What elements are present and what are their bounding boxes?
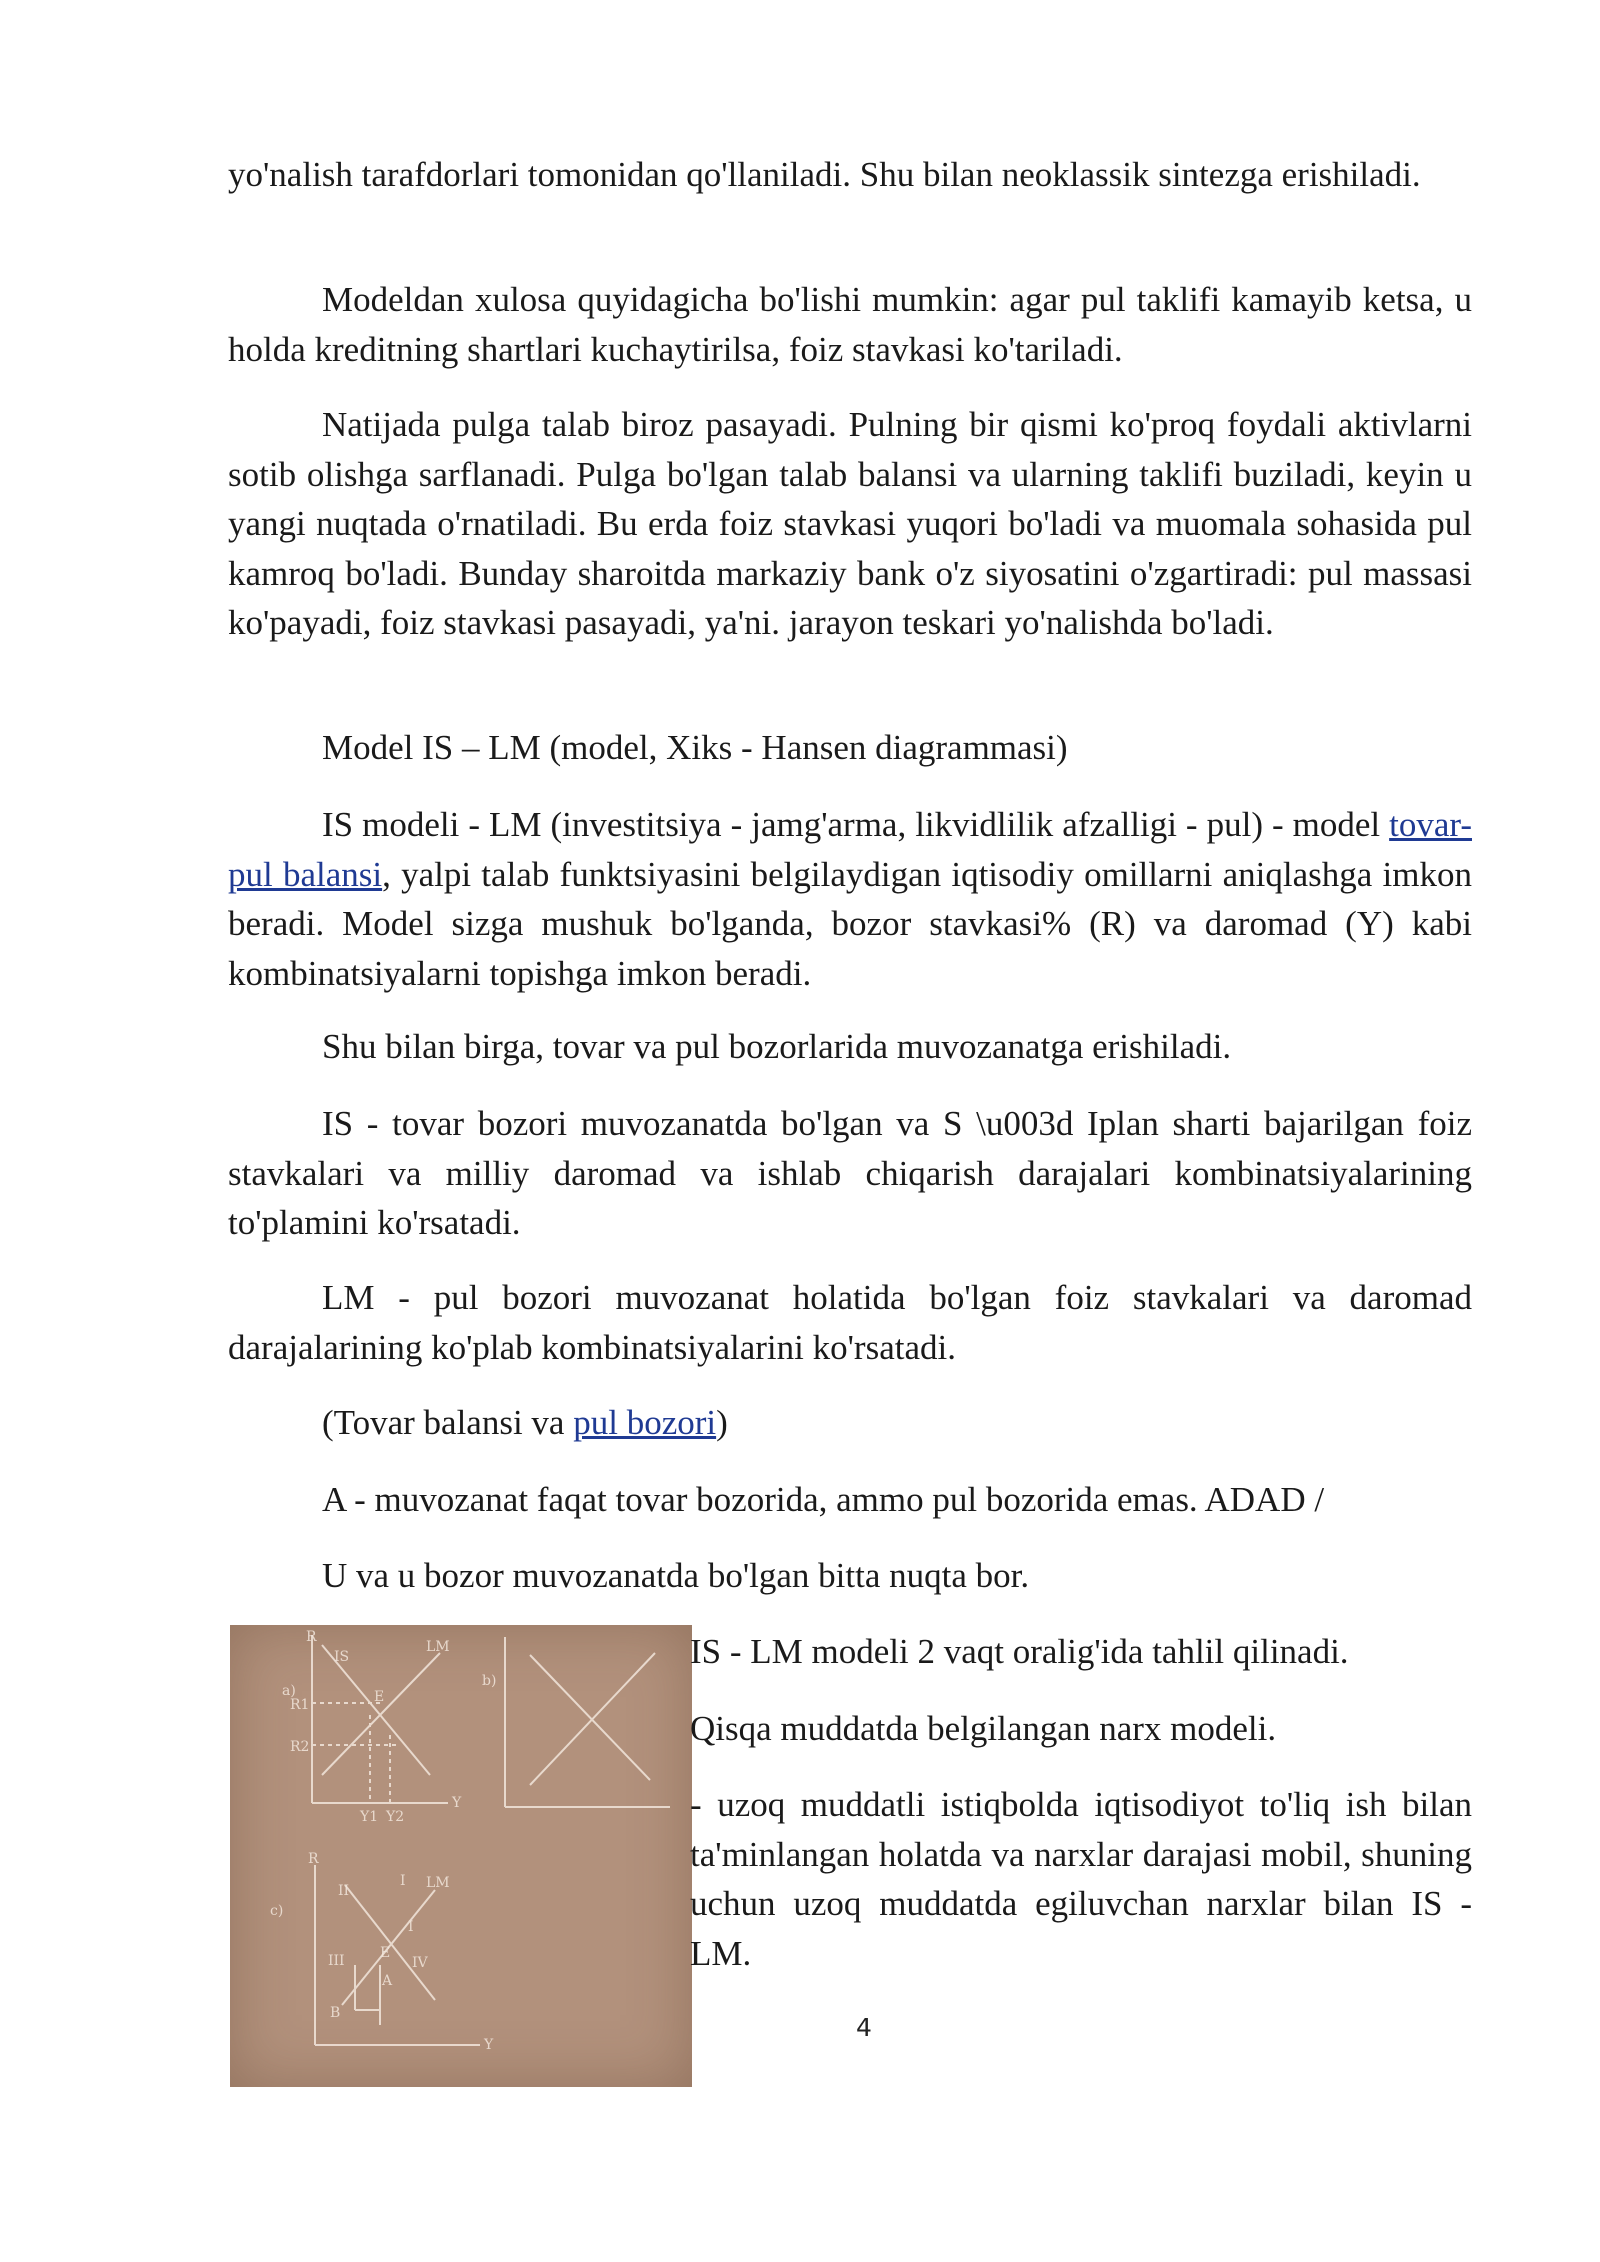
section-heading: Model IS – LM (model, Xiks - Hansen diagrammasi) <box>322 728 1068 767</box>
side-paragraph-3: - uzoq muddatli istiqbolda iqtisodiyot to'liq ish bilan ta'minlangan holatda va narxlar darajasi mobil, shuning uchun uzoq muddatda egiluvchan narxlar bilan IS - LM. <box>690 1785 1472 1973</box>
paragraph-5 <box>228 800 1472 998</box>
paragraph-1: yo'nalish tarafdorlari tomonidan qo'llaniladi. Shu bilan neoklassik sintezga erishiladi. <box>228 155 1421 194</box>
label-y2: Y2 <box>386 1809 405 1825</box>
label-a: a) <box>282 1683 296 1699</box>
label-iii-c: III <box>328 1953 345 1969</box>
side-paragraph-1: IS - LM modeli 2 vaqt oralig'ida tahlil qilinadi. <box>690 1632 1349 1671</box>
label-ii-c: II <box>338 1883 350 1899</box>
paragraph-2: Modeldan xulosa quyidagicha bo'lishi mumkin: agar pul taklifi kamayib ketsa, u holda kreditning shartlari kuchaytirilsa, foiz stavkasi ko'tariladi. <box>228 280 1472 369</box>
link-pul-bozori[interactable]: pul bozori <box>573 1403 717 1442</box>
label-iv-c: IV <box>412 1955 428 1971</box>
label-y-c: Y <box>484 2037 494 2053</box>
label-lm-a: LM <box>426 1639 450 1655</box>
is-line-b <box>530 1655 650 1780</box>
label-e-a: E <box>374 1689 385 1705</box>
paragraph-10: A - muvozanat faqat tovar bozorida, ammo pul bozorida emas. ADAD / <box>322 1480 1325 1519</box>
label-b: b) <box>482 1673 497 1689</box>
label-b-c: B <box>330 2005 341 2021</box>
paragraph-5-text-b: , yalpi talab funktsiyasini belgilaydigan iqtisodiy omillarni aniqlashga imkon beradi. Model sizga mushuk bo'lganda, bozor stavkasi% (R) va daromad (Y) kabi kombinatsiyalarni topishga imkon beradi. <box>228 854 1472 993</box>
paragraph-7: IS - tovar bozori muvozanatda bo'lgan va S \u003d Iplan sharti bajarilgan foiz stavkalari va milliy daromad va ishlab chiqarish darajalari kombinatsiyalarining to'plamini ko'rsatadi. <box>228 1104 1472 1242</box>
paragraph-9-text-a: (Tovar balansi va <box>322 1403 574 1442</box>
link-tovar-pul-balansi[interactable]: tovar-pul balansi <box>228 805 1472 894</box>
lm-line-a <box>322 1653 440 1775</box>
paragraph-11: U va u bozor muvozanatda bo'lgan bitta nuqta bor. <box>322 1556 1030 1595</box>
page-number: 4 <box>856 2013 872 2042</box>
label-r-a: R <box>306 1629 317 1645</box>
label-lm-c: LM <box>426 1875 450 1891</box>
label-y1: Y1 <box>360 1809 379 1825</box>
paragraph-8: LM - pul bozori muvozanat holatida bo'lgan foiz stavkalari va daromad darajalarining ko'plab kombinatsiyalarini ko'rsatadi. <box>228 1278 1472 1367</box>
label-y-a: Y <box>452 1795 462 1811</box>
document-page <box>228 0 1472 2262</box>
label-r1: R1 <box>290 1697 310 1713</box>
label-r2: R2 <box>290 1739 310 1755</box>
paragraph-3: Natijada pulga talab biroz pasayadi. Pulning bir qismi ko'proq foydali aktivlarni sotib olishga sarflanadi. Pulga bo'lgan talab balansi va ularning taklifi buziladi, keyin u yangi nuqtada o'rnatiladi. Bu erda foiz stavkasi yuqori bo'ladi va muomala sohasida pul kamroq bo'ladi. Bunday sharoitda markaziy bank o'z siyosatini o'zgartiradi: pul massasi ko'payadi, foiz stavkasi pasayadi, ya'ni. jarayon teskari yo'nalishda bo'ladi. <box>228 405 1472 642</box>
label-a-c: A <box>382 1973 393 1989</box>
paragraph-5-text-a: IS modeli - LM (investitsiya - jamg'arma, likvidlilik afzalligi - pul) - model <box>322 805 1390 844</box>
label-is-a: IS <box>334 1649 350 1665</box>
label-c: c) <box>270 1903 284 1919</box>
side-paragraph-2: Qisqa muddatda belgilangan narx modeli. <box>690 1709 1277 1748</box>
paragraph-6: Shu bilan birga, tovar va pul bozorlarida muvozanatga erishiladi. <box>322 1027 1232 1066</box>
label-r-c: R <box>308 1851 319 1867</box>
paragraph-9-text-b: ) <box>716 1403 728 1442</box>
figure-sketch <box>230 1625 692 2087</box>
label-e-c: E <box>380 1945 391 1961</box>
label-i-c: I <box>400 1873 406 1889</box>
label-one-c: I <box>408 1919 414 1935</box>
paragraph-9 <box>228 1398 1472 1448</box>
is-lm-hand-drawn-figure <box>230 1625 692 2087</box>
